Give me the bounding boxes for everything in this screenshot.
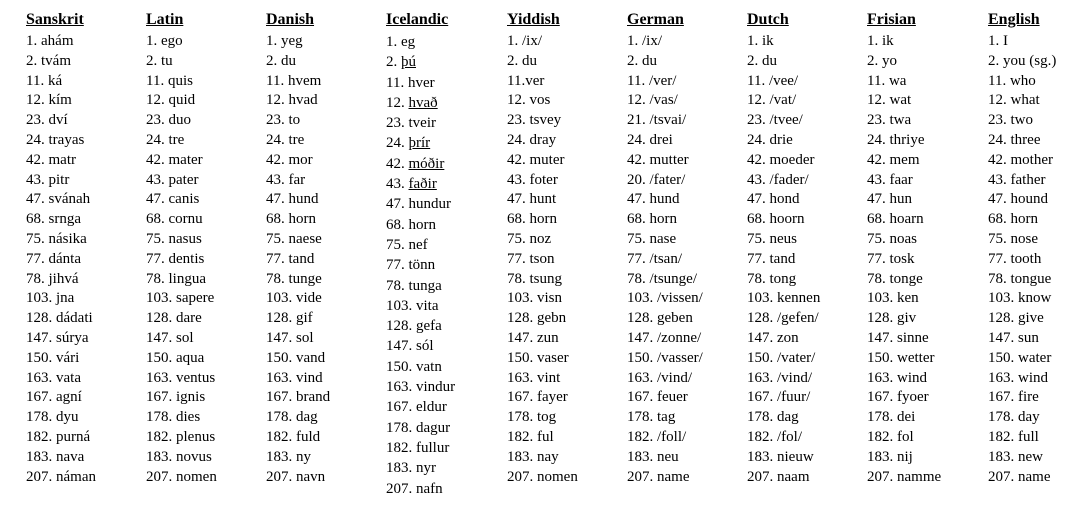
column-german bbox=[627, 10, 747, 487]
word-entry bbox=[386, 377, 506, 397]
word-entry: 128. give bbox=[988, 310, 1044, 327]
word-entry: 77. tand bbox=[266, 250, 315, 267]
word-entry bbox=[386, 438, 506, 458]
word-entry: 11. ká bbox=[26, 72, 63, 89]
word-entry: 1. ego bbox=[146, 33, 183, 49]
word-entry: 78. tongue bbox=[988, 270, 1052, 287]
column-sanskrit bbox=[26, 10, 146, 487]
word-entry: 43. pitr bbox=[26, 171, 70, 188]
word-entry: 11. /vee/ bbox=[747, 72, 799, 89]
word-entry: 183. nieuw bbox=[747, 448, 814, 465]
column-header: Frisian bbox=[867, 11, 916, 28]
word-entry: 12. wat bbox=[867, 92, 912, 109]
word-entry: 207. name bbox=[627, 468, 690, 485]
word-entry bbox=[386, 93, 506, 113]
word-entry: 43. far bbox=[266, 171, 306, 188]
word-entry: 77. tson bbox=[507, 250, 555, 267]
word-entry: 163. vind bbox=[266, 369, 323, 386]
entry-number: 178. bbox=[386, 419, 413, 436]
word-entry: 43. pater bbox=[146, 171, 199, 188]
word-entry bbox=[386, 215, 506, 235]
word-entry: 182. fuld bbox=[266, 428, 321, 445]
entry-word: horn bbox=[408, 216, 436, 233]
word-entry bbox=[386, 479, 506, 499]
word-entry: 178. dies bbox=[146, 409, 201, 426]
word-entry: 178. tog bbox=[507, 409, 557, 426]
word-entry: 75. noz bbox=[507, 230, 552, 247]
word-entry: 150. wetter bbox=[867, 349, 935, 366]
word-entry: 11. wa bbox=[867, 72, 907, 89]
entry-number: 182. bbox=[386, 439, 413, 456]
word-entry: 68. srnga bbox=[26, 211, 81, 228]
word-entry: 207. naam bbox=[747, 468, 810, 485]
word-entry: 78. tunge bbox=[266, 270, 322, 287]
word-entry: 23. to bbox=[266, 112, 301, 129]
entry-number: 23. bbox=[386, 115, 405, 132]
word-entry: 103. know bbox=[988, 290, 1052, 307]
entry-number: 103. bbox=[386, 297, 413, 314]
word-entry: 2. du bbox=[266, 52, 296, 69]
word-entry: 47. hound bbox=[988, 191, 1048, 208]
word-entry: 42. mor bbox=[266, 151, 313, 168]
entry-number: 150. bbox=[386, 358, 413, 375]
word-entry: 21. /tsvai/ bbox=[627, 112, 687, 129]
entry-number: 75. bbox=[386, 236, 405, 253]
word-entry: 1. /ix/ bbox=[627, 33, 663, 49]
word-entry: 103. visn bbox=[507, 290, 563, 307]
column-header: Yiddish bbox=[507, 11, 560, 28]
word-entry: 11. /ver/ bbox=[627, 72, 677, 89]
word-entry: 24. trayas bbox=[26, 131, 85, 148]
word-entry: 128. /gefen/ bbox=[747, 310, 819, 327]
word-entry: 183. nay bbox=[507, 448, 559, 465]
word-entry: 178. dei bbox=[867, 409, 916, 426]
word-entry: 150. vári bbox=[26, 349, 80, 366]
word-entry: 2. yo bbox=[867, 52, 897, 69]
word-entry: 163. wind bbox=[867, 369, 927, 386]
entry-word: tönn bbox=[408, 257, 436, 274]
column-yiddish bbox=[507, 10, 627, 487]
word-entry: 47. hun bbox=[867, 191, 912, 208]
word-entry bbox=[386, 235, 506, 255]
word-entry bbox=[386, 397, 506, 417]
entry-word: eg bbox=[401, 34, 416, 50]
word-entry: 167. ignis bbox=[146, 389, 206, 406]
word-entry: 1. /ix/ bbox=[507, 33, 543, 49]
word-entry: 128. dádati bbox=[26, 310, 93, 327]
word-entry: 163. wind bbox=[988, 369, 1048, 386]
word-entry: 150. vand bbox=[266, 349, 326, 366]
word-entry: 78. /tsunge/ bbox=[627, 270, 697, 287]
word-entry: 12. hvad bbox=[266, 92, 318, 109]
word-entry: 68. horn bbox=[507, 211, 557, 228]
word-entry: 167. /fuur/ bbox=[747, 389, 811, 406]
word-entry: 147. sun bbox=[988, 329, 1039, 346]
word-entry: 182. /fol/ bbox=[747, 428, 802, 445]
word-entry bbox=[386, 418, 506, 438]
word-entry: 20. /fater/ bbox=[627, 171, 686, 188]
word-entry bbox=[386, 458, 506, 478]
word-entry: 147. zun bbox=[507, 329, 559, 346]
word-entry: 163. /vind/ bbox=[747, 369, 813, 386]
word-entry: 128. dare bbox=[146, 310, 202, 327]
column-header: Dutch bbox=[747, 11, 789, 28]
word-entry: 75. naese bbox=[266, 230, 322, 247]
word-entry: 150. water bbox=[988, 349, 1052, 366]
word-entry bbox=[386, 316, 506, 336]
word-entry: 1. ik bbox=[867, 33, 894, 49]
cognate-table bbox=[26, 10, 1086, 505]
word-entry: 182. plenus bbox=[146, 428, 216, 445]
word-entry: 12. quid bbox=[146, 92, 196, 109]
word-entry bbox=[386, 194, 506, 214]
word-entry: 77. dánta bbox=[26, 250, 81, 267]
entry-word: hvað bbox=[408, 94, 438, 111]
word-entry: 128. gebn bbox=[507, 310, 567, 327]
word-entry: 163. /vind/ bbox=[627, 369, 693, 386]
column-english bbox=[988, 10, 1092, 487]
word-entry bbox=[386, 154, 506, 174]
word-entry: 42. mem bbox=[867, 151, 920, 168]
word-entry: 183. novus bbox=[146, 448, 212, 465]
word-entry: 103. sapere bbox=[146, 290, 215, 307]
word-entry: 78. tonge bbox=[867, 270, 923, 287]
entry-word: tveir bbox=[408, 115, 436, 132]
word-entry: 12. what bbox=[988, 92, 1040, 109]
word-entry: 75. násika bbox=[26, 230, 87, 247]
word-entry: 1. ik bbox=[747, 33, 774, 49]
word-entry: 207. nomen bbox=[507, 468, 578, 485]
entry-number: 1. bbox=[386, 34, 398, 50]
word-entry: 23. tsvey bbox=[507, 112, 562, 129]
word-entry: 78. jihvá bbox=[26, 270, 79, 287]
word-entry: 182. full bbox=[988, 428, 1039, 445]
word-entry: 11. who bbox=[988, 72, 1036, 89]
word-entry: 183. new bbox=[988, 448, 1043, 465]
word-entry: 24. drei bbox=[627, 131, 673, 148]
word-entry: 103. kennen bbox=[747, 290, 821, 307]
word-entry: 183. ny bbox=[266, 448, 311, 465]
word-entry bbox=[386, 357, 506, 377]
word-entry: 68. cornu bbox=[146, 211, 203, 228]
word-entry: 1. I bbox=[988, 33, 1008, 49]
word-entry: 77. tand bbox=[747, 250, 796, 267]
word-entry: 2. you (sg.) bbox=[988, 52, 1057, 69]
entry-number: 163. bbox=[386, 379, 413, 396]
entry-word: þú bbox=[401, 54, 416, 71]
word-entry: 1. yeg bbox=[266, 33, 303, 49]
word-entry: 147. sinne bbox=[867, 329, 929, 346]
word-entry: 128. gif bbox=[266, 310, 313, 327]
word-entry: 150. vaser bbox=[507, 349, 569, 366]
word-entry: 12. kím bbox=[26, 92, 72, 109]
word-entry: 207. name bbox=[988, 468, 1051, 485]
word-entry: 78. lingua bbox=[146, 270, 206, 287]
word-entry bbox=[386, 255, 506, 275]
word-entry: 11. quis bbox=[146, 72, 193, 89]
word-entry: 178. day bbox=[988, 409, 1040, 426]
entry-number: 68. bbox=[386, 216, 405, 233]
word-entry: 47. svánah bbox=[26, 191, 91, 208]
word-entry: 147. /zonne/ bbox=[627, 329, 702, 346]
word-entry: 103. ken bbox=[867, 290, 919, 307]
word-entry: 23. duo bbox=[146, 112, 191, 129]
word-entry: 103. jna bbox=[26, 290, 75, 307]
word-entry: 75. nase bbox=[627, 230, 677, 247]
word-entry: 167. fire bbox=[988, 389, 1039, 406]
word-entry: 2. du bbox=[627, 52, 657, 69]
word-entry: 11. hvem bbox=[266, 72, 322, 89]
column-header: German bbox=[627, 11, 684, 28]
word-entry: 207. náman bbox=[26, 468, 96, 485]
word-entry: 150. aqua bbox=[146, 349, 205, 366]
word-entry: 128. geben bbox=[627, 310, 693, 327]
word-entry: 147. zon bbox=[747, 329, 799, 346]
entry-word: nef bbox=[408, 236, 428, 253]
word-entry: 75. nose bbox=[988, 230, 1038, 247]
word-entry: 183. nava bbox=[26, 448, 85, 465]
entry-number: 77. bbox=[386, 257, 405, 274]
word-entry: 147. sol bbox=[146, 329, 194, 346]
column-latin bbox=[146, 10, 266, 487]
word-entry: 68. horn bbox=[266, 211, 316, 228]
word-entry: 2. du bbox=[507, 52, 537, 69]
word-entry: 68. horn bbox=[627, 211, 677, 228]
word-entry: 163. ventus bbox=[146, 369, 216, 386]
entry-word: gefa bbox=[416, 318, 442, 335]
word-entry: 183. neu bbox=[627, 448, 679, 465]
word-entry: 147. sol bbox=[266, 329, 314, 346]
word-entry bbox=[386, 276, 506, 296]
word-entry: 78. tsung bbox=[507, 270, 563, 287]
entry-word: fullur bbox=[416, 439, 450, 456]
word-entry: 42. mutter bbox=[627, 151, 689, 168]
column-frisian bbox=[867, 10, 987, 487]
word-entry: 163. vint bbox=[507, 369, 561, 386]
word-entry: 207. navn bbox=[266, 468, 326, 485]
entry-word: eldur bbox=[416, 399, 447, 416]
word-entry bbox=[386, 52, 506, 72]
word-entry: 78. tong bbox=[747, 270, 797, 287]
word-entry: 11.ver bbox=[507, 72, 545, 89]
word-entry: 24. tre bbox=[146, 131, 185, 148]
word-entry: 207. namme bbox=[867, 468, 942, 485]
word-entry bbox=[386, 174, 506, 194]
word-entry: 23. twa bbox=[867, 112, 912, 129]
word-entry: 23. dví bbox=[26, 112, 68, 129]
word-entry: 47. hund bbox=[266, 191, 319, 208]
word-entry: 2. tvám bbox=[26, 52, 71, 69]
word-entry: 68. hoarn bbox=[867, 211, 924, 228]
word-entry: 12. /vas/ bbox=[627, 92, 678, 109]
word-entry: 42. mother bbox=[988, 151, 1053, 168]
word-entry: 12. vos bbox=[507, 92, 551, 109]
word-entry: 178. tag bbox=[627, 409, 676, 426]
entry-word: faðir bbox=[408, 176, 437, 193]
word-entry: 24. thriye bbox=[867, 131, 925, 148]
word-entry: 68. hoorn bbox=[747, 211, 805, 228]
entry-number: 12. bbox=[386, 94, 405, 111]
entry-number: 42. bbox=[386, 155, 405, 172]
word-entry bbox=[386, 73, 506, 93]
word-entry: 167. brand bbox=[266, 389, 331, 406]
entry-number: 47. bbox=[386, 196, 405, 213]
column-header: Latin bbox=[146, 11, 184, 28]
entry-number: 167. bbox=[386, 399, 413, 416]
word-entry: 12. /vat/ bbox=[747, 92, 797, 109]
entry-word: dagur bbox=[416, 419, 451, 436]
entry-word: nyr bbox=[416, 460, 436, 477]
word-entry bbox=[386, 296, 506, 316]
word-entry: 42. moeder bbox=[747, 151, 815, 168]
word-entry: 167. agní bbox=[26, 389, 82, 406]
word-entry: 167. fyoer bbox=[867, 389, 929, 406]
word-entry: 182. purná bbox=[26, 428, 91, 445]
entry-word: hundur bbox=[408, 196, 451, 213]
word-entry: 178. dag bbox=[266, 409, 318, 426]
entry-word: sól bbox=[416, 338, 434, 355]
column-header: Sanskrit bbox=[26, 11, 84, 28]
word-entry: 103. vide bbox=[266, 290, 322, 307]
entry-word: nafn bbox=[416, 480, 443, 497]
word-entry: 68. horn bbox=[988, 211, 1038, 228]
word-entry: 42. mater bbox=[146, 151, 203, 168]
word-entry: 183. nij bbox=[867, 448, 913, 465]
entry-number: 11. bbox=[386, 74, 405, 91]
column-danish bbox=[266, 10, 386, 487]
entry-word: móðir bbox=[408, 155, 445, 172]
word-entry: 24. tre bbox=[266, 131, 305, 148]
word-entry: 24. three bbox=[988, 131, 1041, 148]
word-entry: 2. tu bbox=[146, 52, 173, 69]
word-entry bbox=[386, 113, 506, 133]
word-entry: 24. dray bbox=[507, 131, 557, 148]
word-entry: 75. nasus bbox=[146, 230, 202, 247]
word-entry: 178. dyu bbox=[26, 409, 79, 426]
entry-number: 147. bbox=[386, 338, 413, 355]
entry-word: vatn bbox=[416, 358, 442, 375]
word-entry: 42. matr bbox=[26, 151, 76, 168]
word-entry: 1. ahám bbox=[26, 33, 74, 49]
entry-number: 128. bbox=[386, 318, 413, 335]
word-entry: 77. dentis bbox=[146, 250, 205, 267]
word-entry: 150. /vasser/ bbox=[627, 349, 703, 366]
word-entry bbox=[386, 133, 506, 153]
entry-number: 2. bbox=[386, 54, 398, 71]
word-entry: 103. /vissen/ bbox=[627, 290, 703, 307]
word-entry: 47. hond bbox=[747, 191, 800, 208]
entry-word: hver bbox=[407, 74, 435, 91]
word-entry: 147. súrya bbox=[26, 329, 89, 346]
word-entry: 182. ful bbox=[507, 428, 554, 445]
entry-word: vita bbox=[416, 297, 439, 314]
word-entry: 75. noas bbox=[867, 230, 917, 247]
word-entry: 207. nomen bbox=[146, 468, 217, 485]
word-entry: 47. canis bbox=[146, 191, 200, 208]
word-entry: 178. dag bbox=[747, 409, 799, 426]
word-entry: 42. muter bbox=[507, 151, 565, 168]
entry-word: þrír bbox=[408, 135, 431, 152]
word-entry: 43. faar bbox=[867, 171, 913, 188]
word-entry: 77. /tsan/ bbox=[627, 250, 682, 267]
word-entry: 43. father bbox=[988, 171, 1046, 188]
entry-number: 24. bbox=[386, 135, 405, 152]
entry-number: 78. bbox=[386, 277, 405, 294]
word-entry bbox=[386, 32, 506, 52]
word-entry: 77. tooth bbox=[988, 250, 1042, 267]
word-entry: 167. fayer bbox=[507, 389, 568, 406]
word-entry: 47. hund bbox=[627, 191, 680, 208]
word-entry: 2. du bbox=[747, 52, 777, 69]
word-entry: 47. hunt bbox=[507, 191, 557, 208]
word-entry: 24. drie bbox=[747, 131, 793, 148]
word-entry: 75. neus bbox=[747, 230, 797, 247]
word-entry: 150. /vater/ bbox=[747, 349, 816, 366]
word-entry: 23. /tvee/ bbox=[747, 112, 803, 129]
entry-number: 43. bbox=[386, 176, 405, 193]
column-icelandic bbox=[386, 10, 506, 499]
column-header: Icelandic bbox=[386, 11, 449, 28]
word-entry: 182. /foll/ bbox=[627, 428, 687, 445]
word-entry: 163. vata bbox=[26, 369, 81, 386]
entry-word: tunga bbox=[408, 277, 442, 294]
word-entry: 43. foter bbox=[507, 171, 558, 188]
word-entry: 23. two bbox=[988, 112, 1033, 129]
word-entry: 43. /fader/ bbox=[747, 171, 809, 188]
word-entry bbox=[386, 336, 506, 356]
entry-number: 207. bbox=[386, 480, 413, 497]
column-header: English bbox=[988, 11, 1040, 28]
word-entry: 167. feuer bbox=[627, 389, 688, 406]
column-dutch bbox=[747, 10, 867, 487]
word-entry: 77. tosk bbox=[867, 250, 915, 267]
word-entry: 128. giv bbox=[867, 310, 917, 327]
entry-number: 183. bbox=[386, 460, 413, 477]
column-header: Danish bbox=[266, 11, 315, 28]
entry-word: vindur bbox=[416, 379, 456, 396]
word-entry: 182. fol bbox=[867, 428, 914, 445]
